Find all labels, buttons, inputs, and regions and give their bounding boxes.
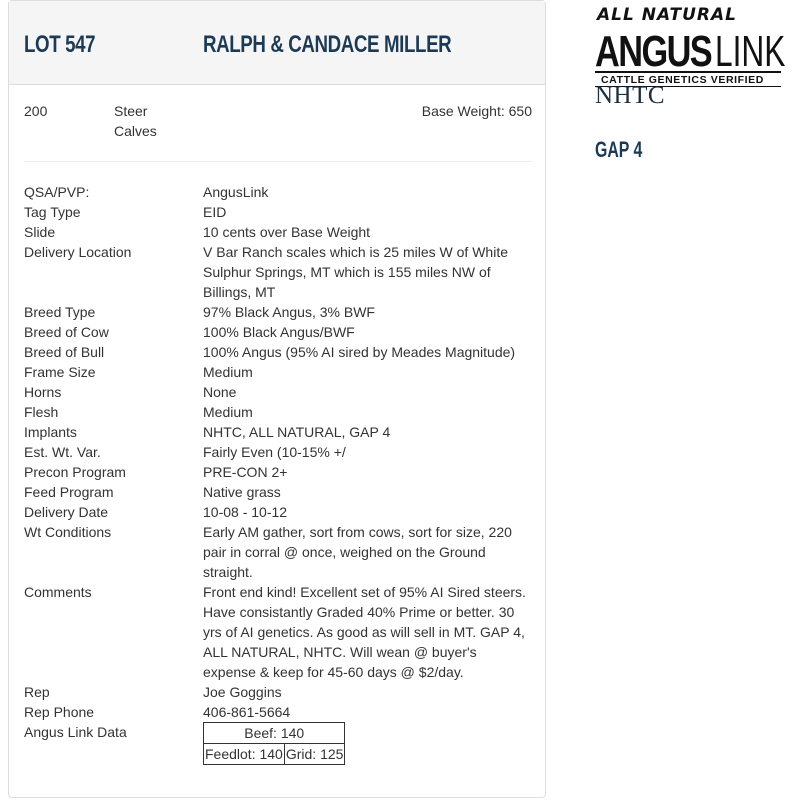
detail-value-line: V Bar Ranch scales which is 25 miles W of White [203,244,508,260]
detail-value-line: Billings, MT [203,284,276,300]
grid-score: Grid: 125 [284,744,345,765]
detail-row-angus-link [24,722,534,765]
cattle-genetics-verified-text: CATTLE GENETICS VERIFIED [601,74,764,86]
beef-score: Beef: 140 [204,723,345,744]
detail-row [24,202,534,222]
detail-label: Rep Phone [24,704,95,720]
all-natural-logo-text: ALL NATURAL [597,5,737,25]
detail-value-line: pair in corral @ once, weighed on the Ground [203,544,486,560]
detail-value [203,702,533,722]
detail-value [203,322,533,342]
detail-value [203,442,533,462]
detail-label: Wt Conditions [24,524,112,540]
detail-value-line: Front end kind! Excellent set of 95% AI Sired steers. [203,584,526,600]
detail-row [24,382,534,402]
anguslink-logo-link: LINK [715,27,786,76]
detail-label: Precon Program [24,464,126,480]
nhtc-logo-text: NHTC [595,82,666,109]
detail-row [24,242,534,302]
detail-value [203,242,533,302]
detail-value [203,342,533,362]
lot-card [8,0,546,798]
detail-label: QSA/PVP: [24,184,90,200]
detail-value [203,462,533,482]
base-weight: Base Weight: 650 [421,103,532,119]
detail-label: Tag Type [24,204,81,220]
detail-value-line: 100% Angus (95% AI sired by Meades Magnitude) [203,344,516,360]
detail-label: Est. Wt. Var. [24,444,101,460]
detail-value [203,302,533,322]
detail-value-line: 406-861-5664 [203,704,291,720]
detail-label: Frame Size [24,364,96,380]
detail-value-line: ALL NATURAL, NHTC. Will wean @ buyer's [203,644,477,660]
detail-row [24,522,534,582]
detail-row [24,322,534,342]
detail-value-line: straight. [203,564,253,580]
detail-value-line: 10-08 - 10-12 [203,504,288,520]
detail-value [203,522,533,582]
detail-value-line: PRE-CON 2+ [203,464,288,480]
program-logos [595,5,785,163]
detail-value [203,482,533,502]
detail-value [203,182,533,202]
detail-row [24,402,534,422]
detail-value-line: expense & keep for 45-60 days @ $2/day. [203,664,464,680]
detail-value [203,402,533,422]
detail-row [24,442,534,462]
detail-value-line: Fairly Even (10-15% +/ [203,444,346,460]
detail-value [203,222,533,242]
detail-value-line: 100% Black Angus/BWF [203,324,355,340]
detail-value-line: yrs of AI genetics. As good as will sell in MT. GAP 4, [203,624,525,640]
detail-row [24,302,534,322]
detail-label: Delivery Location [24,244,132,260]
angus-link-data-table [203,722,345,765]
detail-value-line: EID [203,204,227,220]
detail-value [203,582,533,682]
detail-label: Implants [24,424,77,440]
detail-value-line: Medium [203,364,253,380]
anguslink-logo-angus: ANGUS [595,27,712,76]
detail-label: Horns [24,384,62,400]
owner-name: RALPH & CANDACE MILLER [203,31,452,58]
detail-label: Comments [24,584,92,600]
detail-value-line: Sulphur Springs, MT which is 155 miles NW of [203,264,491,280]
detail-value-line: NHTC, ALL NATURAL, GAP 4 [203,424,391,440]
detail-row [24,502,534,522]
detail-row [24,222,534,242]
lot-details [24,182,534,765]
detail-value-line: Joe Goggins [203,684,282,700]
detail-value-line: 10 cents over Base Weight [203,224,371,240]
detail-value-line: 97% Black Angus, 3% BWF [203,304,375,320]
detail-row [24,702,534,722]
detail-value [203,202,533,222]
cattle-type [114,101,157,141]
gap-rating: GAP 4 [595,137,643,162]
detail-label: Delivery Date [24,504,109,520]
detail-value-line: AngusLink [203,184,269,200]
detail-value-line: Have consistantly Graded 40% Prime or better. 30 [203,604,515,620]
lot-header [9,1,545,85]
detail-label: Flesh [24,404,59,420]
detail-label: Feed Program [24,484,114,500]
detail-value [203,362,533,382]
detail-value-line: Early AM gather, sort from cows, sort for size, 220 [203,524,512,540]
detail-label: Rep [24,684,50,700]
detail-label: Slide [24,224,56,240]
detail-value-line: None [203,384,237,400]
detail-value-line: Medium [203,404,253,420]
detail-row [24,182,534,202]
detail-value [203,502,533,522]
detail-row [24,362,534,382]
detail-value [203,682,533,702]
detail-value [203,722,533,765]
detail-value [203,422,533,442]
detail-row [24,422,534,442]
detail-label: Angus Link Data [24,724,127,740]
lot-summary [24,101,532,162]
anguslink-logo [595,27,786,76]
detail-label: Breed of Cow [24,324,109,340]
cattle-type-line: Calves [114,123,157,139]
detail-value [203,382,533,402]
detail-row [24,342,534,362]
detail-row [24,682,534,702]
detail-label: Breed of Bull [24,344,105,360]
detail-label: Breed Type [24,304,96,320]
lot-number: LOT 547 [24,31,96,58]
detail-value-line: Native grass [203,484,281,500]
detail-row [24,582,534,682]
detail-row [24,462,534,482]
feedlot-score: Feedlot: 140 [204,744,285,765]
head-count: 200 [24,103,48,119]
detail-row [24,482,534,502]
cattle-type-line: Steer [114,103,148,119]
